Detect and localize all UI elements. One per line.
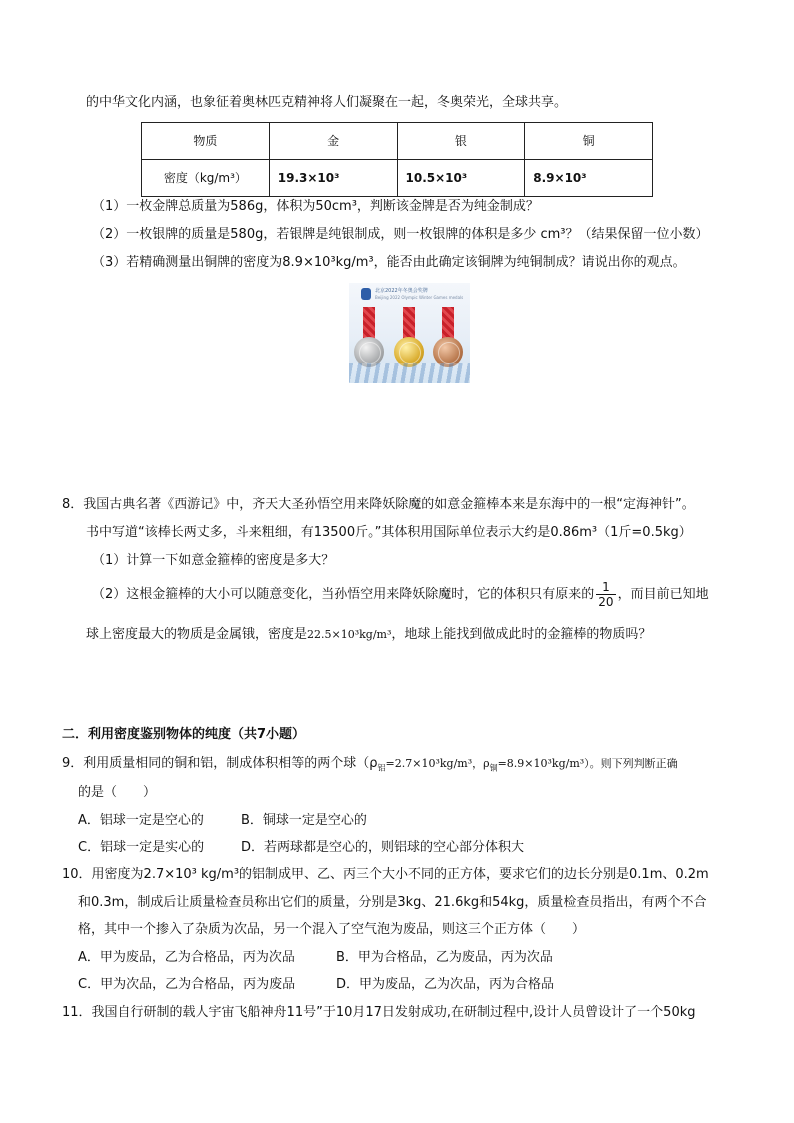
wave-pattern <box>349 363 470 383</box>
q8-sub2-text: 球上密度最大的物质是金属锇，密度是 <box>86 627 308 642</box>
ribbon-icon <box>363 307 375 341</box>
q8-sub2-line2 <box>86 628 651 641</box>
q10-option-c: C．甲为次品，乙为合格品，丙为废品 <box>78 977 296 992</box>
q10-line2: 和0.3m，制成后让质量检查员称出它们的质量，分别是3kg、21.6kg和54kg，质量检查员指出，有两个不合 <box>78 895 707 910</box>
q9-text: 9．利用质量相同的铜和铝，制成体积相等的两个球（ρ <box>62 756 378 771</box>
medals-image <box>349 283 470 383</box>
table-header-cell: 银 <box>397 123 525 160</box>
table-cell: 8.9×10³ <box>525 160 653 197</box>
ribbon-icon <box>403 307 415 341</box>
q11-line1: 11．我国自行研制的载人宇宙飞船神舟11号”于10月17日发射成功,在研制过程中,设计人员曾设计了一个50kg <box>62 1005 696 1020</box>
q10-option-a: A．甲为废品，乙为合格品，丙为次品 <box>78 950 295 965</box>
density-table <box>141 122 653 197</box>
q9-line2: 的是（ ） <box>78 785 157 800</box>
q7-sub3: （3）若精确测量出铜牌的密度为8.9×10³kg/m³，能否由此确定该铜牌为纯铜制成？请说出你的观点。 <box>92 255 686 270</box>
q10-option-b: B．甲为合格品，乙为废品，丙为次品 <box>336 950 553 965</box>
fraction-one-twentieth <box>596 580 615 609</box>
q9-option-c: C．铝球一定是实心的 <box>78 840 205 855</box>
q9-line1 <box>62 757 678 773</box>
q10-option-d: D．甲为废品，乙为次品，丙为合格品 <box>336 977 555 992</box>
medals-image-header: 北京2022年冬奥会奖牌 <box>375 288 428 294</box>
fraction-numerator: 1 <box>596 580 615 595</box>
q9-option-a: A．铝球一定是空心的 <box>78 813 204 828</box>
table-row <box>142 160 653 197</box>
q10-line1: 10．用密度为2.7×10³ kg/m³的铝制成甲、乙、丙三个大小不同的正方体，要求它们的边长分别是0.1m、0.2m <box>62 867 709 882</box>
ribbon-icon <box>442 307 454 341</box>
q8-line2: 书中写道“该棒长两丈多，斗来粗细，有13500斤。”其体积用国际单位表示大约是0.86m³（1斤=0.5kg） <box>86 525 692 540</box>
subscript-al: 铝 <box>377 763 386 773</box>
q8-sub2-text: （2）这根金箍棒的大小可以随意变化，当孙悟空用来降妖除魔时，它的体积只有原来的 <box>92 587 595 602</box>
q7-sub2: （2）一枚银牌的质量是580g，若银牌是纯银制成，则一枚银牌的体积是多少 cm³？（结果保留一位小数） <box>92 227 709 242</box>
q8-sub2-line1 <box>92 580 709 609</box>
osmium-density: 22.5×10³kg/m³ <box>307 628 392 641</box>
q9-al-density: =2.7×10³kg/m³，ρ <box>385 757 490 770</box>
section-2-heading: 二．利用密度鉴别物体的纯度（共7小题） <box>62 727 306 742</box>
intro-tail: 的中华文化内涵，也象征着奥林匹克精神将人们凝聚在一起，冬奥荣光，全球共享。 <box>86 95 568 110</box>
table-row-label: 密度（kg/m³） <box>142 160 270 197</box>
medals-image-subheader: Beijing 2022 Olympic Winter Games medals <box>375 295 464 300</box>
table-header-cell: 物质 <box>142 123 270 160</box>
table-cell: 10.5×10³ <box>397 160 525 197</box>
table-header-cell: 金 <box>269 123 397 160</box>
q8-sub2-text-end: ，地球上能找到做成此时的金箍棒的物质吗？ <box>391 627 652 642</box>
fraction-denominator: 20 <box>598 595 614 609</box>
q9-option-d: D．若两球都是空心的，则铝球的空心部分体积大 <box>241 840 525 855</box>
subscript-cu: 铜 <box>489 763 498 773</box>
q8-sub2-text-cont: ，而目前已知地 <box>617 587 709 602</box>
q10-line3: 格，其中一个掺入了杂质为次品，另一个混入了空气泡为废品，则这三个正方体（ ） <box>78 922 586 937</box>
beijing-emblem-icon <box>361 288 371 300</box>
q9-option-b: B．铜球一定是空心的 <box>241 813 367 828</box>
q9-cu-density: =8.9×10³kg/m³）。则下列判断正确 <box>497 757 678 770</box>
q7-sub1: （1）一枚金牌总质量为586g，体积为50cm³，判断该金牌是否为纯金制成？ <box>92 199 539 214</box>
q8-sub1: （1）计算一下如意金箍棒的密度是多大？ <box>92 553 335 568</box>
q8-line1: 8．我国古典名著《西游记》中，齐天大圣孙悟空用来降妖除魔的如意金箍棒本来是东海中的一根“定海神针”。 <box>62 497 695 512</box>
table-cell: 19.3×10³ <box>269 160 397 197</box>
table-header-cell: 铜 <box>525 123 653 160</box>
table-header-row <box>142 123 653 160</box>
